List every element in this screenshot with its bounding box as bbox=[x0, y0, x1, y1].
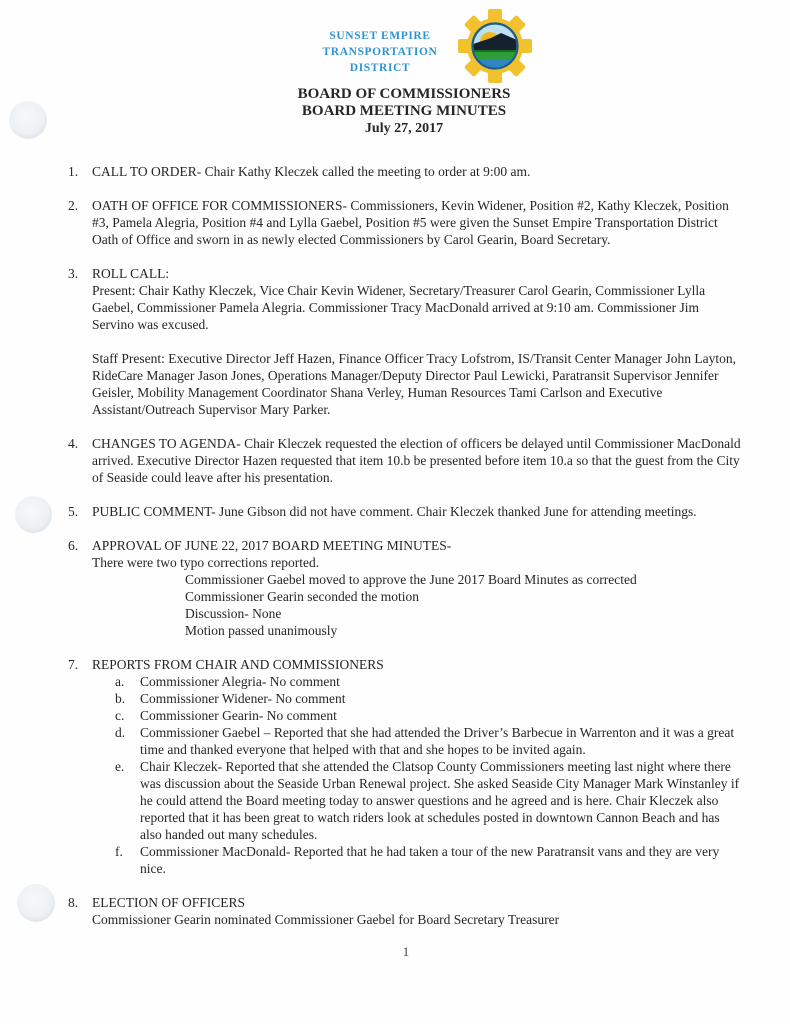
motion-line: Commissioner Gaebel moved to approve the June 2017 Board Minutes as corrected bbox=[185, 572, 637, 587]
item-number: 7. bbox=[68, 657, 79, 672]
meeting-date: July 27, 2017 bbox=[364, 121, 444, 136]
item-text: OATH OF OFFICE FOR COMMISSIONERS- Commissioners, Kevin Widener, Position #2, Kathy Kleczek, Position #3, Pamela Alegria, Position #4 and Lylla Gaebel, Position #5 were given the Sunset Empire Transportation District Oath of Office and sworn in as newly elected Commissioners by Carol Gearin, Board Secretary. bbox=[92, 198, 729, 247]
document-title: BOARD OF COMMISSIONERS bbox=[297, 86, 511, 102]
gear-landscape-logo-icon bbox=[449, 7, 541, 92]
item-number: 1. bbox=[68, 164, 79, 179]
subitem-text: Commissioner Widener- No comment bbox=[140, 691, 346, 706]
subitem-text: Chair Kleczek- Reported that she attended the Clatsop County Commissioners meeting last night where there was discussion about the Seaside Urban Renewal project. She asked Seaside City Manager Mark Winstanley if he could attend the Board meeting today to answer questions and he agreed and is here. Chair Kleczek also reported that it has been great to watch riders look at schedules posted in downtown Cannon Beach and has also handed out many schedules. bbox=[140, 759, 740, 842]
item-number: 4. bbox=[68, 436, 79, 451]
subitem-c bbox=[92, 707, 744, 724]
subitem-a bbox=[92, 673, 744, 690]
minutes-item-2 bbox=[68, 197, 744, 248]
subitem-text: Commissioner MacDonald- Reported that he had taken a tour of the new Paratransit vans and they are very nice. bbox=[140, 844, 720, 876]
minutes-content bbox=[68, 163, 744, 961]
org-name bbox=[296, 28, 464, 76]
minutes-item-8 bbox=[68, 894, 744, 928]
org-name-line: SUNSET EMPIRE bbox=[329, 30, 431, 42]
hole-punch-mark bbox=[17, 884, 55, 922]
item-text: CALL TO ORDER- Chair Kathy Kleczek called the meeting to order at 9:00 am. bbox=[92, 164, 531, 179]
hole-punch-mark bbox=[15, 496, 52, 533]
minutes-item-5 bbox=[68, 503, 744, 520]
subitem-letter: d. bbox=[115, 725, 126, 740]
minutes-item-6 bbox=[68, 537, 744, 639]
minutes-item-7 bbox=[68, 656, 744, 877]
subitem-e bbox=[92, 758, 744, 843]
item-title: REPORTS FROM CHAIR AND COMMISSIONERS bbox=[92, 657, 384, 672]
item-number: 8. bbox=[68, 895, 79, 910]
subitem-text: Commissioner Gearin- No comment bbox=[140, 708, 337, 723]
subitem-letter: c. bbox=[115, 708, 125, 723]
subitem-b bbox=[92, 690, 744, 707]
org-name-line: DISTRICT bbox=[349, 62, 411, 74]
item-text: PUBLIC COMMENT- June Gibson did not have comment. Chair Kleczek thanked June for attending meetings. bbox=[92, 504, 697, 519]
document-title-block bbox=[0, 86, 790, 137]
item-number: 6. bbox=[68, 538, 79, 553]
item-text: There were two typo corrections reported. bbox=[92, 555, 320, 570]
subitem-letter: b. bbox=[115, 691, 126, 706]
motion-line: Motion passed unanimously bbox=[185, 623, 338, 638]
item-title: ROLL CALL: bbox=[92, 266, 170, 281]
motion-line: Discussion- None bbox=[185, 606, 282, 621]
item-number: 5. bbox=[68, 504, 79, 519]
motion-lines bbox=[185, 571, 744, 639]
motion-line: Commissioner Gearin seconded the motion bbox=[185, 589, 419, 604]
item-paragraph: Staff Present: Executive Director Jeff Hazen, Finance Officer Tracy Lofstrom, IS/Transit Center Manager John Layton, RideCare Manager Jason Jones, Operations Manager/Deputy Director Paul Lewicki, Paratransit Supervisor Jennifer Geisler, Mobility Management Coordinator Shana Verley, Human Resources Tami Carlson and Executive Assistant/Outreach Supervisor Mary Parker. bbox=[92, 351, 736, 417]
subitem-text: Commissioner Gaebel – Reported that she had attended the Driver’s Barbecue in Warrenton and it was a great time and thanked everyone that helped with that and she hopes to be invited again. bbox=[140, 725, 735, 757]
page-number: 1 bbox=[402, 945, 410, 959]
document-subtitle: BOARD MEETING MINUTES bbox=[301, 103, 507, 119]
item-title: ELECTION OF OFFICERS bbox=[92, 895, 246, 910]
minutes-item-4 bbox=[68, 435, 744, 486]
subitem-text: Commissioner Alegria- No comment bbox=[140, 674, 340, 689]
item-text: CHANGES TO AGENDA- Chair Kleczek requested the election of officers be delayed until Commissioner MacDonald arrived. Executive Director Hazen requested that item 10.b be presented before item 10.a so that the guest from the City of Seaside could leave after his presentation. bbox=[92, 436, 741, 485]
minutes-item-1 bbox=[68, 163, 744, 180]
item-number: 3. bbox=[68, 266, 79, 281]
minutes-item-3 bbox=[68, 265, 744, 418]
item-number: 2. bbox=[68, 198, 79, 213]
subitem-letter: a. bbox=[115, 674, 125, 689]
subitem-d bbox=[92, 724, 744, 758]
subitem-f bbox=[92, 843, 744, 877]
item-paragraph: Present: Chair Kathy Kleczek, Vice Chair Kevin Widener, Secretary/Treasurer Carol Gearin, Commissioner Lylla Gaebel, Commissioner Pamela Alegria. Commissioner Tracy MacDonald arrived at 9:10 am. Commissioner Jim Servino was excused. bbox=[92, 283, 706, 332]
item-text: Commissioner Gearin nominated Commissioner Gaebel for Board Secretary Treasurer bbox=[92, 912, 560, 927]
subitem-letter: f. bbox=[115, 844, 123, 859]
item-title: APPROVAL OF JUNE 22, 2017 BOARD MEETING MINUTES- bbox=[92, 538, 452, 553]
subitem-letter: e. bbox=[115, 759, 125, 774]
org-name-line: TRANSPORTATION bbox=[322, 46, 438, 58]
